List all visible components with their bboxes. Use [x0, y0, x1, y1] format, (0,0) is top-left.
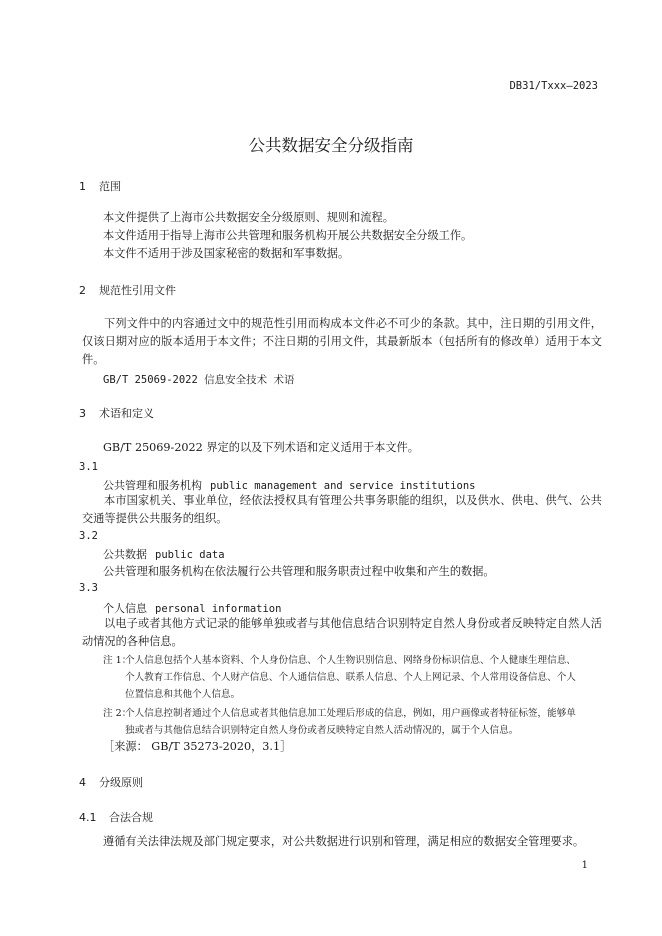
subsection-title: 合法合规 — [109, 811, 153, 824]
document-title: 公共数据安全分级指南 — [248, 136, 414, 155]
term-heading — [103, 600, 281, 616]
note-label: 注 1： — [103, 655, 132, 666]
section-number: 3 — [79, 407, 86, 420]
paragraph-line: 本文件适用于指导上海市公共管理和服务机构开展公共数据安全分级工作。 — [103, 229, 473, 242]
term-en: personal information — [155, 603, 282, 615]
note-line: 独或者与其他信息结合识别特定自然人身份或者反映特定自然人活动情况的，属于个人信息。 — [125, 725, 519, 736]
term-definition: 公共管理和服务机构在依法履行公共管理和服务职责过程中收集和产生的数据。 — [103, 565, 495, 578]
term-definition: 以电子或者其他方式记录的能够单独或者与其他信息结合识别特定自然人身份或者反映特定自然人活动情况的各种信息。 — [82, 617, 602, 648]
term-definition: 本市国家机关、事业单位，经依法授权具有管理公共事务职能的组织，以及供水、供电、供气、公共交通等提供公共服务的组织。 — [82, 494, 602, 525]
term-zh: 公共管理和服务机构 — [103, 479, 202, 492]
section-title: 术语和定义 — [99, 407, 154, 420]
note-label: 注 2： — [103, 708, 132, 719]
section-4-heading — [79, 774, 143, 790]
terms-intro: GB/T 25069-2022 界定的以及下列术语和定义适用于本文件。 — [103, 441, 419, 454]
page-number: 1 — [581, 860, 588, 871]
note-line: 个人教育工作信息、个人财产信息、个人通信信息、联系人信息、个人上网记录、个人常用设备信息、个人 — [125, 672, 576, 683]
term-zh: 公共数据 — [103, 548, 147, 561]
term-number: 3.2 — [79, 530, 98, 542]
note-line: 个人信息包括个人基本资料、个人身份信息、个人生物识别信息、网络身份标识信息、个人健康生理信息、 — [125, 655, 576, 666]
note-line: 个人信息控制者通过个人信息或者其他信息加工处理后形成的信息，例如，用户画像或者特征标签，能够单 — [125, 708, 576, 719]
subsection-number: 4.1 — [79, 811, 97, 824]
term-zh: 个人信息 — [103, 602, 147, 615]
term-number: 3.1 — [79, 461, 98, 473]
section-number: 2 — [79, 284, 86, 297]
term-heading — [103, 477, 476, 493]
paragraph-line: 遵循有关法律法规及部门规定要求，对公共数据进行识别和管理，满足相应的数据安全管理要求。 — [103, 835, 585, 848]
term-heading — [103, 546, 225, 562]
term-source: ［来源： GB/T 35273-2020，3.1］ — [103, 740, 292, 753]
term-en: public management and service institutions — [210, 480, 476, 492]
subsection-4-1-heading — [79, 809, 153, 825]
normative-references-paragraph: 下列文件中的内容通过文中的规范性引用而构成本文件必不可少的条款。其中，注日期的引用文件，仅该日期对应的版本适用于本文件；不注日期的引用文件，其最新版本（包括所有的修改单）适用于本文件。 — [82, 317, 602, 366]
section-title: 分级原则 — [99, 776, 143, 789]
section-2-heading — [79, 282, 176, 298]
reference-item: GB/T 25069-2022 信息安全技术 术语 — [103, 374, 295, 386]
section-number: 1 — [79, 180, 86, 193]
paragraph-line: 本文件提供了上海市公共数据安全分级原则、规则和流程。 — [103, 211, 394, 224]
section-title: 范围 — [99, 180, 121, 193]
section-title: 规范性引用文件 — [99, 284, 176, 297]
note-line: 位置信息和其他个人信息。 — [125, 689, 241, 700]
section-1-heading — [79, 178, 121, 194]
section-number: 4 — [79, 776, 86, 789]
section-3-heading — [79, 405, 154, 421]
document-code: DB31/Txxx—2023 — [509, 80, 598, 92]
term-number: 3.3 — [79, 582, 98, 594]
paragraph-line: 本文件不适用于涉及国家秘密的数据和军事数据。 — [103, 247, 350, 260]
term-en: public data — [155, 549, 225, 561]
